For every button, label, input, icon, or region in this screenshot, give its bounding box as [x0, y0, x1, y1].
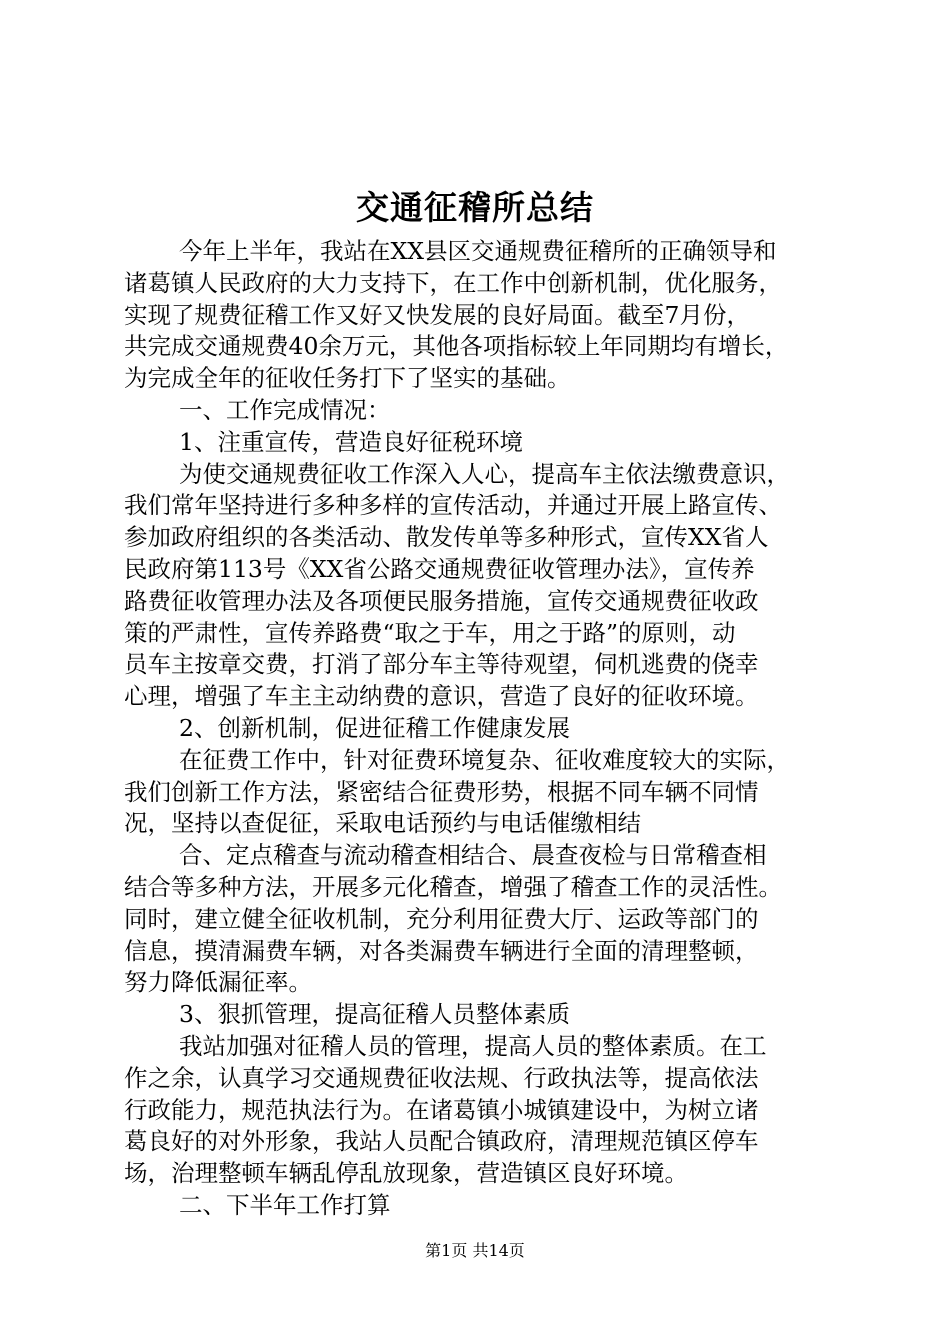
text-line: 共完成交通规费40余万元，其他各项指标较上年同期均有增长， [124, 332, 789, 361]
document-title: 交通征稽所总结 [356, 188, 594, 227]
text-line: 努力降低漏征率。 [124, 968, 312, 997]
text-line: 我站加强对征稽人员的管理，提高人员的整体素质。在工 [179, 1031, 767, 1060]
text-line: 员车主按章交费，打消了部分车主等待观望，伺机逃费的侥幸 [124, 650, 759, 679]
text-line: 诸葛镇人民政府的大力支持下，在工作中创新机制，优化服务， [124, 268, 782, 297]
text-line: 今年上半年，我站在XX县区交通规费征稽所的正确领导和 [179, 237, 777, 265]
text-line: 况，坚持以查促征，采取电话预约与电话催缴相结 [124, 809, 641, 838]
text-line: 2、创新机制，促进征稽工作健康发展 [179, 713, 570, 742]
page-footer: 第1页 共14页 [425, 1241, 525, 1260]
text-line: 为完成全年的征收任务打下了坚实的基础。 [124, 364, 571, 393]
text-line: 在征费工作中，针对征费环境复杂、征收难度较大的实际， [179, 745, 790, 774]
text-line: 3、狠抓管理，提高征稽人员整体素质 [179, 1000, 570, 1029]
text-line: 参加政府组织的各类活动、散发传单等多种形式，宣传XX省人 [124, 523, 769, 552]
text-line: 结合等多种方法，开展多元化稽查，增强了稽查工作的灵活性。 [124, 872, 782, 901]
text-line: 同时，建立健全征收机制，充分利用征费大厅、运政等部门的 [124, 904, 759, 933]
text-line: 我们常年坚持进行多种多样的宣传活动，并通过开展上路宣传、 [124, 491, 782, 520]
text-line: 信息，摸清漏费车辆，对各类漏费车辆进行全面的清理整顿， [124, 936, 759, 965]
text-line: 民政府第113号《XX省公路交通规费征收管理办法》，宣传养 [124, 554, 755, 583]
text-line: 为使交通规费征收工作深入人心，提高车主依法缴费意识， [179, 459, 790, 488]
text-line: 葛良好的对外形象，我站人员配合镇政府，清理规范镇区停车 [124, 1127, 759, 1156]
text-line: 1、注重宣传，营造良好征税环境 [179, 427, 523, 456]
text-line: 心理，增强了车主主动纳费的意识，营造了良好的征收环境。 [124, 682, 759, 711]
text-line: 实现了规费征稽工作又好又快发展的良好局面。截至7月份， [124, 300, 750, 329]
text-line: 路费征收管理办法及各项便民服务措施，宣传交通规费征收政 [124, 586, 759, 615]
text-line: 我们创新工作方法，紧密结合征费形势，根据不同车辆不同情 [124, 777, 759, 806]
text-line: 行政能力，规范执法行为。在诸葛镇小城镇建设中，为树立诸 [124, 1095, 759, 1124]
document-body [124, 236, 836, 1222]
text-line: 合、定点稽查与流动稽查相结合、晨查夜检与日常稽查相 [179, 841, 767, 870]
text-line: 场，治理整顿车辆乱停乱放现象，营造镇区良好环境。 [124, 1159, 688, 1188]
text-line: 策的严肃性，宣传养路费“取之于车，用之于路”的原则，动 [124, 618, 736, 647]
text-line: 二、下半年工作打算 [179, 1190, 391, 1219]
text-line: 一、工作完成情况： [179, 395, 391, 424]
text-line: 作之余，认真学习交通规费征收法规、行政执法等，提高依法 [124, 1063, 759, 1092]
